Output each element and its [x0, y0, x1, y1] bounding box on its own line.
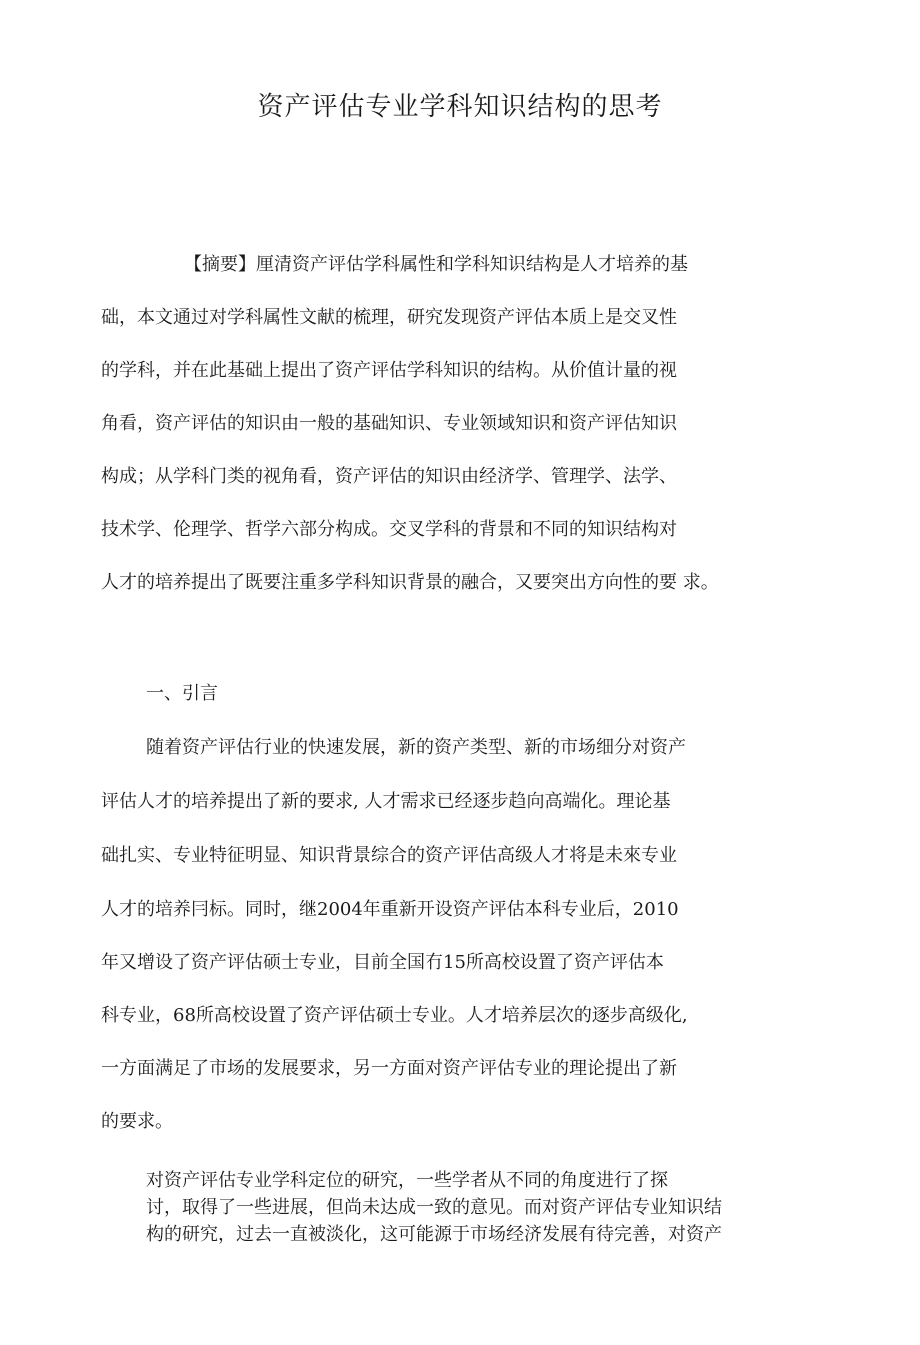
- paragraph-line: 年又增设了资产评估硕士专业，目前全国冇15所高校设置了资产评估本: [101, 952, 664, 973]
- abstract-line: 构成；从学科门类的视角看，资产评估的知识由经济学、管理学、法学、: [101, 466, 677, 487]
- paragraph-line: 人才的培养冃标。同时，继2004年重新开设资产评估本科专业后，2010: [101, 899, 679, 920]
- paragraph-line: 的要求。: [101, 1111, 173, 1132]
- abstract-line: 人才的培养提出了既要注重多学科知识背景的融合，又要突出方向性的要 求。: [101, 572, 719, 593]
- paragraph-line: 构的研究，过去一直被淡化，这可能源于市场经济发展有待完善，对资产: [146, 1224, 722, 1245]
- paragraph-line: 础扎实、专业特征明显、知识背景综合的资产评估高级人才将是未來专业: [101, 845, 677, 866]
- paragraph-line: 一方面满足了市场的发展要求，另一方面对资产评估专业的理论提出了新: [101, 1058, 677, 1079]
- paragraph-line: 讨，取得了一些进展，但尚未达成一致的意见。而对资产评估专业知识结: [146, 1197, 722, 1218]
- document-title: 资产评估专业学科知识结构的思考: [257, 92, 663, 122]
- paragraph-line: 科专业，68所高校设置了资产评估硕士专业。人才培养层次的逐步高级化,: [101, 1005, 688, 1026]
- paragraph-line: 对资产评估专业学科定位的研究，一些学者从不同的角度进行了探: [146, 1170, 668, 1191]
- paragraph-line: 评估人才的培养提出了新的要求, 人才需求已经逐步趋向高端化。理论基: [101, 791, 671, 812]
- abstract-line: 【摘要】厘清资产评估学科属性和学科知识结构是人才培养的基: [184, 254, 688, 275]
- section-heading: 一、引言: [146, 683, 218, 704]
- abstract-line: 角看，资产评估的知识由一般的基础知识、专业领域知识和资产评估知识: [101, 413, 677, 434]
- abstract-line: 的学科，并在此基础上提出了资产评估学科知识的结构。从价值计量的视: [101, 360, 677, 381]
- abstract-line: 技术学、伦理学、哲学六部分构成。交叉学科的背景和不同的知识结构对: [101, 519, 677, 540]
- abstract-line: 础，本文通过对学科属性文献的梳理，研究发现资产评估本质上是交叉性: [101, 307, 677, 328]
- paragraph-line: 随着资产评估行业的快速发展，新的资产类型、新的市场细分对资产: [146, 737, 686, 758]
